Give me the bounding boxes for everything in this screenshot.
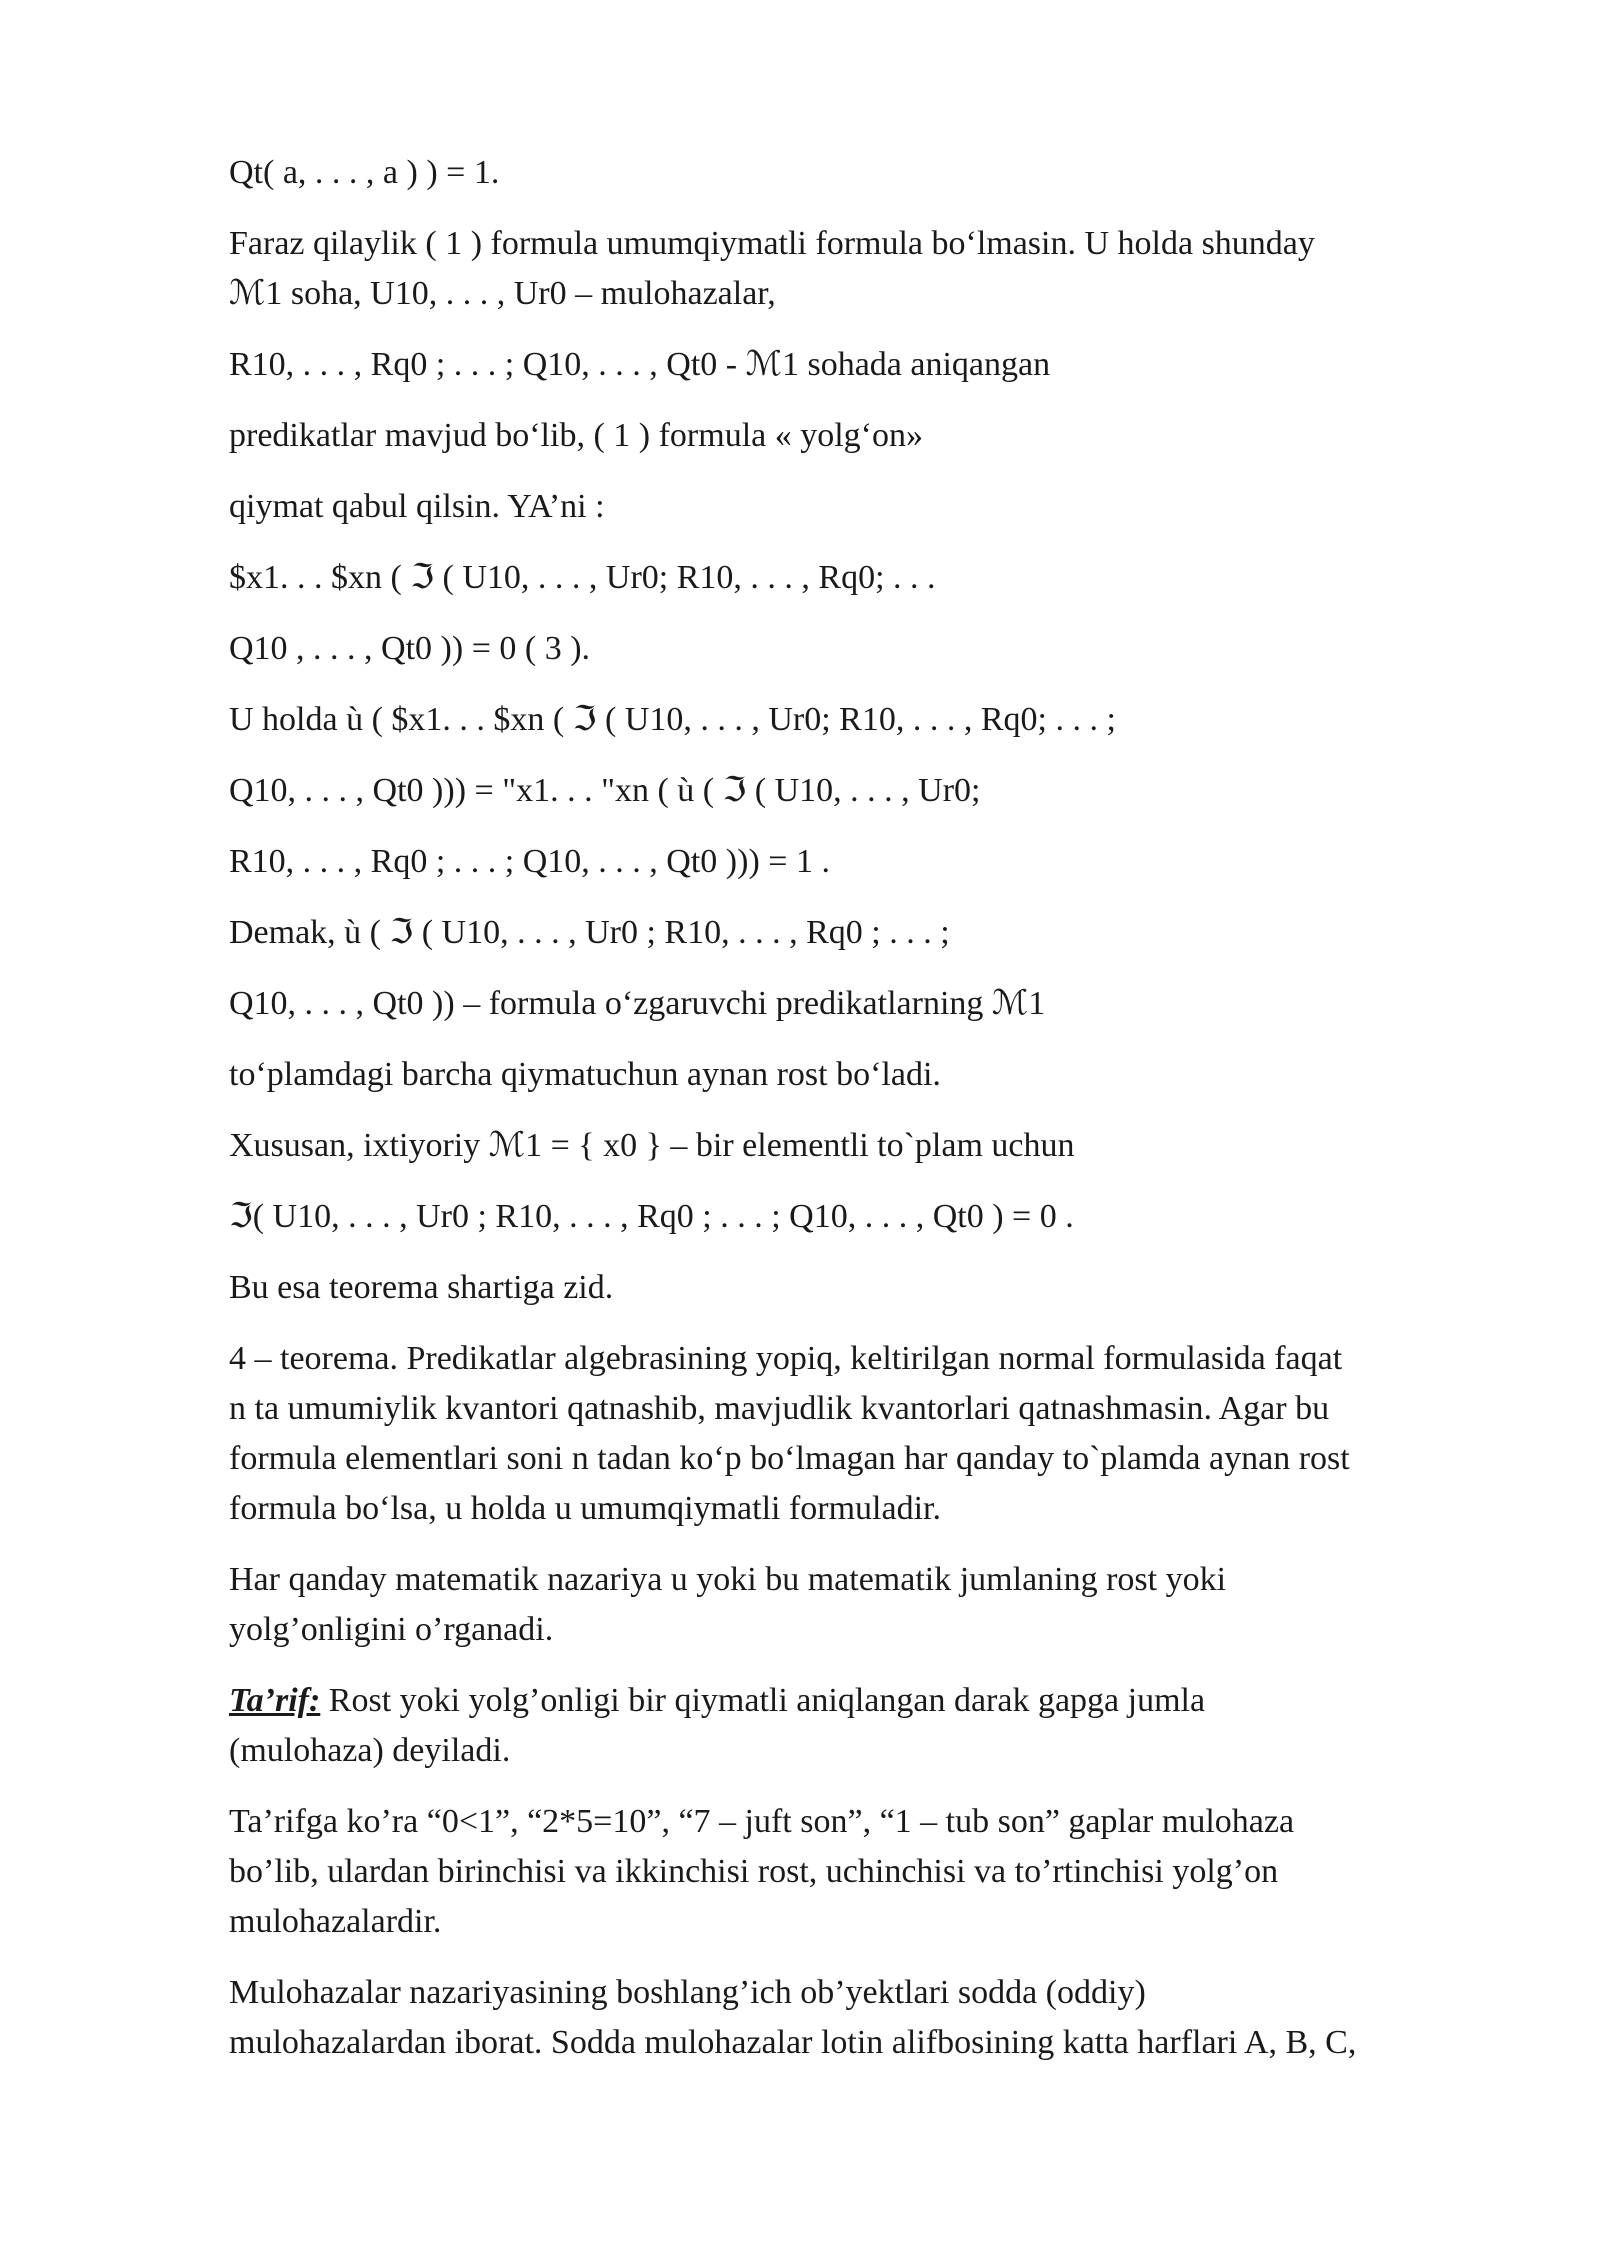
text-line: yolg’onligini o’rganadi. (229, 1611, 554, 1648)
paragraph (229, 1555, 1529, 1655)
text-line: predikatlar mavjud bo‘lib, ( 1 ) formula « yolg‘on» (229, 417, 923, 454)
paragraph (229, 340, 1529, 390)
formula-line (229, 837, 1529, 887)
paragraph (229, 1797, 1529, 1947)
document-page (229, 148, 1529, 2089)
definition-term: Ta’rif: (229, 1682, 321, 1719)
text-line: $x1. . . $xn ( ℑ ( U10, . . . , Ur0; R10, . . . , Rq0; . . . (229, 559, 936, 596)
text-line: mulohazalardan iborat. Sodda mulohazalar lotin alifbosining katta harflari A, B, C, (229, 2024, 1357, 2061)
text-line: formula bo‘lsa, u holda u umumqiymatli formuladir. (229, 1490, 941, 1527)
paragraph (229, 411, 1529, 461)
paragraph (229, 1968, 1529, 2068)
formula-line (229, 908, 1529, 958)
text-line: 4 – teorema. Predikatlar algebrasining yopiq, keltirilgan normal formulasida faqat (229, 1340, 1343, 1377)
text-line: R10, . . . , Rq0 ; . . . ; Q10, . . . , Qt0 - ℳ1 sohada aniqangan (229, 346, 1051, 383)
text-line: qiymat qabul qilsin. YA’ni : (229, 488, 605, 525)
text-line: Faraz qilaylik ( 1 ) formula umumqiymatli formula bo‘lmasin. U holda shunday (229, 225, 1315, 262)
text-line: U holda ù ( $x1. . . $xn ( ℑ ( U10, . . . , Ur0; R10, . . . , Rq0; . . . ; (229, 701, 1116, 738)
text-line: formula elementlari soni n tadan ko‘p bo‘lmagan har qanday to`plamda aynan rost (229, 1440, 1350, 1477)
paragraph (229, 482, 1529, 532)
text-line: Q10, . . . , Qt0 )) – formula o‘zgaruvchi predikatlarning ℳ1 (229, 985, 1046, 1022)
text-line: Q10, . . . , Qt0 ))) = "x1. . . "xn ( ù ( ℑ ( U10, . . . , Ur0; (229, 772, 981, 809)
text-line: Bu esa teorema shartiga zid. (229, 1269, 614, 1306)
text-line: Har qanday matematik nazariya u yoki bu matematik jumlaning rost yoki (229, 1561, 1227, 1598)
formula-line (229, 624, 1529, 674)
text-line: n ta umumiylik kvantori qatnashib, mavjudlik kvantorlari qatnashmasin. Agar bu (229, 1390, 1330, 1427)
theorem-paragraph (229, 1334, 1529, 1534)
paragraph (229, 1050, 1529, 1100)
text-line: Mulohazalar nazariyasining boshlang’ich ob’yektlari sodda (oddiy) (229, 1974, 1146, 2011)
formula-line (229, 553, 1529, 603)
text-line: Qt( a, . . . , a ) ) = 1. (229, 154, 500, 191)
text-line: Q10 , . . . , Qt0 )) = 0 ( 3 ). (229, 630, 591, 667)
paragraph (229, 1121, 1529, 1171)
text-line: Ta’rifga ko’ra “0<1”, “2*5=10”, “7 – juft son”, “1 – tub son” gaplar mulohaza (229, 1803, 1295, 1840)
text-line: (mulohaza) deyiladi. (229, 1732, 511, 1769)
text-line: R10, . . . , Rq0 ; . . . ; Q10, . . . , Qt0 ))) = 1 . (229, 843, 830, 880)
text-line: to‘plamdagi barcha qiymatuchun aynan rost bo‘ladi. (229, 1056, 941, 1093)
text-line: bo’lib, ulardan birinchisi va ikkinchisi rost, uchinchisi va to’rtinchisi yolg’on (229, 1853, 1279, 1890)
formula-line (229, 1192, 1529, 1242)
text-line: ℳ1 soha, U10, . . . , Ur0 – mulohazalar, (229, 275, 776, 312)
formula-line (229, 766, 1529, 816)
formula-line (229, 695, 1529, 745)
paragraph (229, 148, 1529, 198)
text-line: Demak, ù ( ℑ ( U10, . . . , Ur0 ; R10, . . . , Rq0 ; . . . ; (229, 914, 950, 951)
paragraph (229, 219, 1529, 319)
paragraph (229, 1263, 1529, 1313)
text-line (229, 1676, 1529, 1726)
definition-text: Rost yoki yolg’onligi bir qiymatli aniqlangan darak gapga jumla (320, 1682, 1206, 1719)
definition-paragraph (229, 1676, 1529, 1776)
text-line: ℑ( U10, . . . , Ur0 ; R10, . . . , Rq0 ; . . . ; Q10, . . . , Qt0 ) = 0 . (229, 1198, 1074, 1235)
paragraph (229, 979, 1529, 1029)
text-line: Xususan, ixtiyoriy ℳ1 = { x0 } – bir elementli to`plam uchun (229, 1127, 1075, 1164)
text-line: mulohazalardir. (229, 1903, 442, 1940)
